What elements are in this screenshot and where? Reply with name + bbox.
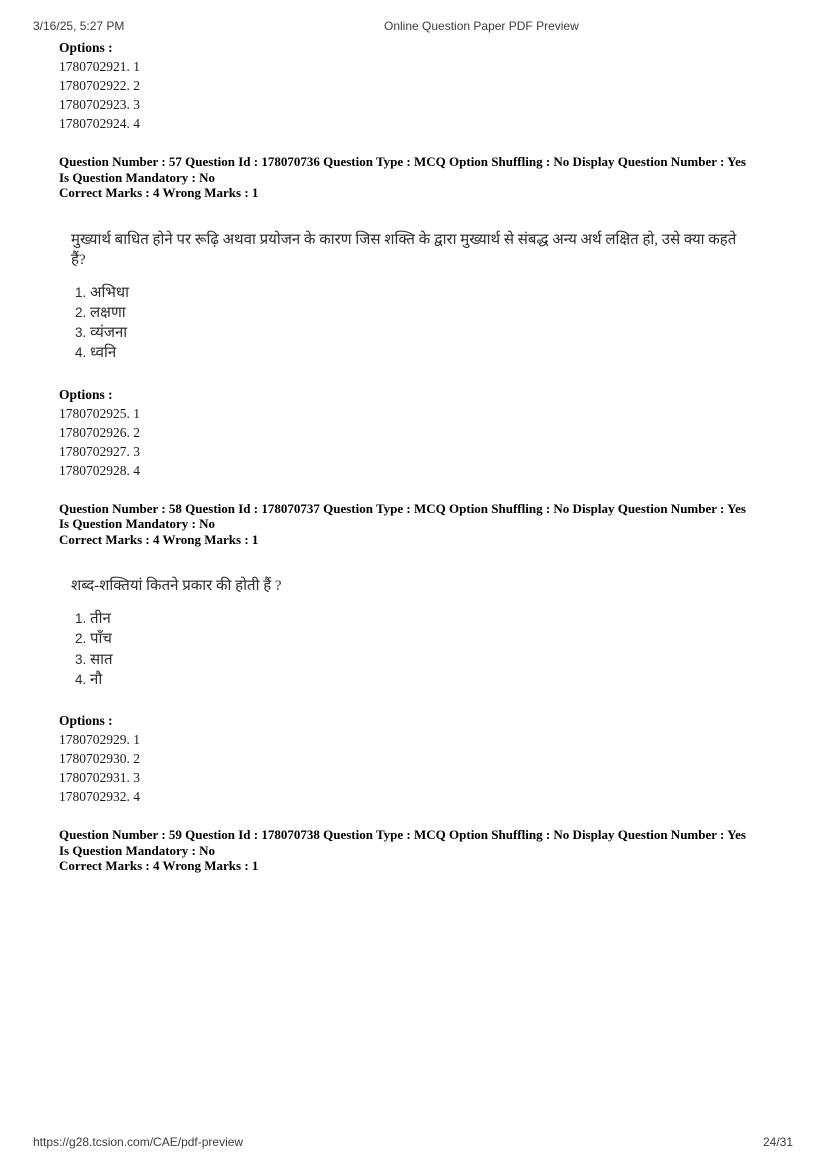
question-58-text: शब्द-शक्तियां कितने प्रकार की होती हैं ? <box>71 578 282 595</box>
choice-text: व्यंजना <box>90 325 128 342</box>
choice-row <box>75 303 749 323</box>
choice-number: 1. <box>75 611 87 627</box>
options-label: Options : <box>59 386 113 402</box>
question-59-marks: Correct Marks : 4 Wrong Marks : 1 <box>59 858 259 874</box>
choice-text: लक्षणा <box>90 304 126 321</box>
choice-number: 2. <box>75 304 87 320</box>
choice-number: 3. <box>75 325 87 341</box>
options-group-previous <box>59 38 749 133</box>
option-id-row: 1780702926. 2 <box>59 424 140 440</box>
question-58-marks: Correct Marks : 4 Wrong Marks : 1 <box>59 531 259 547</box>
choice-row <box>75 609 749 629</box>
choice-number: 4. <box>75 345 87 361</box>
choice-row <box>75 629 749 649</box>
choice-row <box>75 283 749 303</box>
option-id-row: 1780702921. 1 <box>59 59 140 74</box>
options-group-57 <box>59 385 749 480</box>
question-block-57 <box>59 154 749 364</box>
option-id-row: 1780702922. 2 <box>59 78 140 93</box>
choice-row <box>75 343 749 363</box>
choice-row <box>75 323 749 343</box>
choice-number: 2. <box>75 631 87 647</box>
option-id-row: 1780702924. 4 <box>59 116 140 131</box>
choice-text: सात <box>90 651 113 668</box>
choice-text: नौ <box>90 672 103 689</box>
option-id-row: 1780702925. 1 <box>59 405 140 421</box>
question-57-marks: Correct Marks : 4 Wrong Marks : 1 <box>59 185 259 200</box>
question-58-choices <box>59 609 749 690</box>
choice-text: ध्वनि <box>90 345 117 362</box>
question-block-59 <box>59 827 749 874</box>
question-58-header: Question Number : 58 Question Id : 178070737 Question Type : MCQ Option Shuffling : No Display Question Number : Yes Is Question Mandatory : No <box>59 500 746 532</box>
question-59-header: Question Number : 59 Question Id : 178070738 Question Type : MCQ Option Shuffling : No Display Question Number : Yes Is Question Mandatory : No <box>59 827 746 858</box>
option-id-row: 1780702930. 2 <box>59 751 140 767</box>
choice-text: तीन <box>90 611 111 628</box>
question-57-header: Question Number : 57 Question Id : 178070736 Question Type : MCQ Option Shuffling : No Display Question Number : Yes Is Question Mandatory : No <box>59 154 746 185</box>
option-id-row: 1780702928. 4 <box>59 462 140 478</box>
question-57-text: मुख्यार्थ बाधित होने पर रूढ़ि अथवा प्रयोजन के कारण जिस शक्ति के द्वारा मुख्यार्थ से संबद्ध अन्य अर्थ लक्षित हो, उसे क्या कहते हैं? <box>71 231 737 268</box>
choice-number: 1. <box>75 284 87 300</box>
choice-row <box>75 650 749 670</box>
option-id-row: 1780702923. 3 <box>59 97 140 112</box>
option-id-row: 1780702932. 4 <box>59 789 140 805</box>
footer-url: https://g28.tcsion.com/CAE/pdf-preview <box>33 1135 244 1149</box>
document-content <box>59 38 749 874</box>
choice-text: पाँच <box>90 631 112 648</box>
option-id-row: 1780702927. 3 <box>59 443 140 459</box>
page-title: Online Question Paper PDF Preview <box>384 19 579 33</box>
options-group-58 <box>59 711 749 806</box>
question-57-choices <box>59 283 749 364</box>
question-block-58 <box>59 501 749 691</box>
options-label: Options : <box>59 40 113 55</box>
choice-row <box>75 670 749 690</box>
option-id-row: 1780702931. 3 <box>59 770 140 786</box>
choice-text: अभिधा <box>90 284 130 301</box>
choice-number: 3. <box>75 651 87 667</box>
option-id-row: 1780702929. 1 <box>59 732 140 748</box>
header-datetime: 3/16/25, 5:27 PM <box>33 19 125 33</box>
page-indicator: 24/31 <box>762 1135 793 1149</box>
options-label: Options : <box>59 713 113 729</box>
choice-number: 4. <box>75 672 87 688</box>
